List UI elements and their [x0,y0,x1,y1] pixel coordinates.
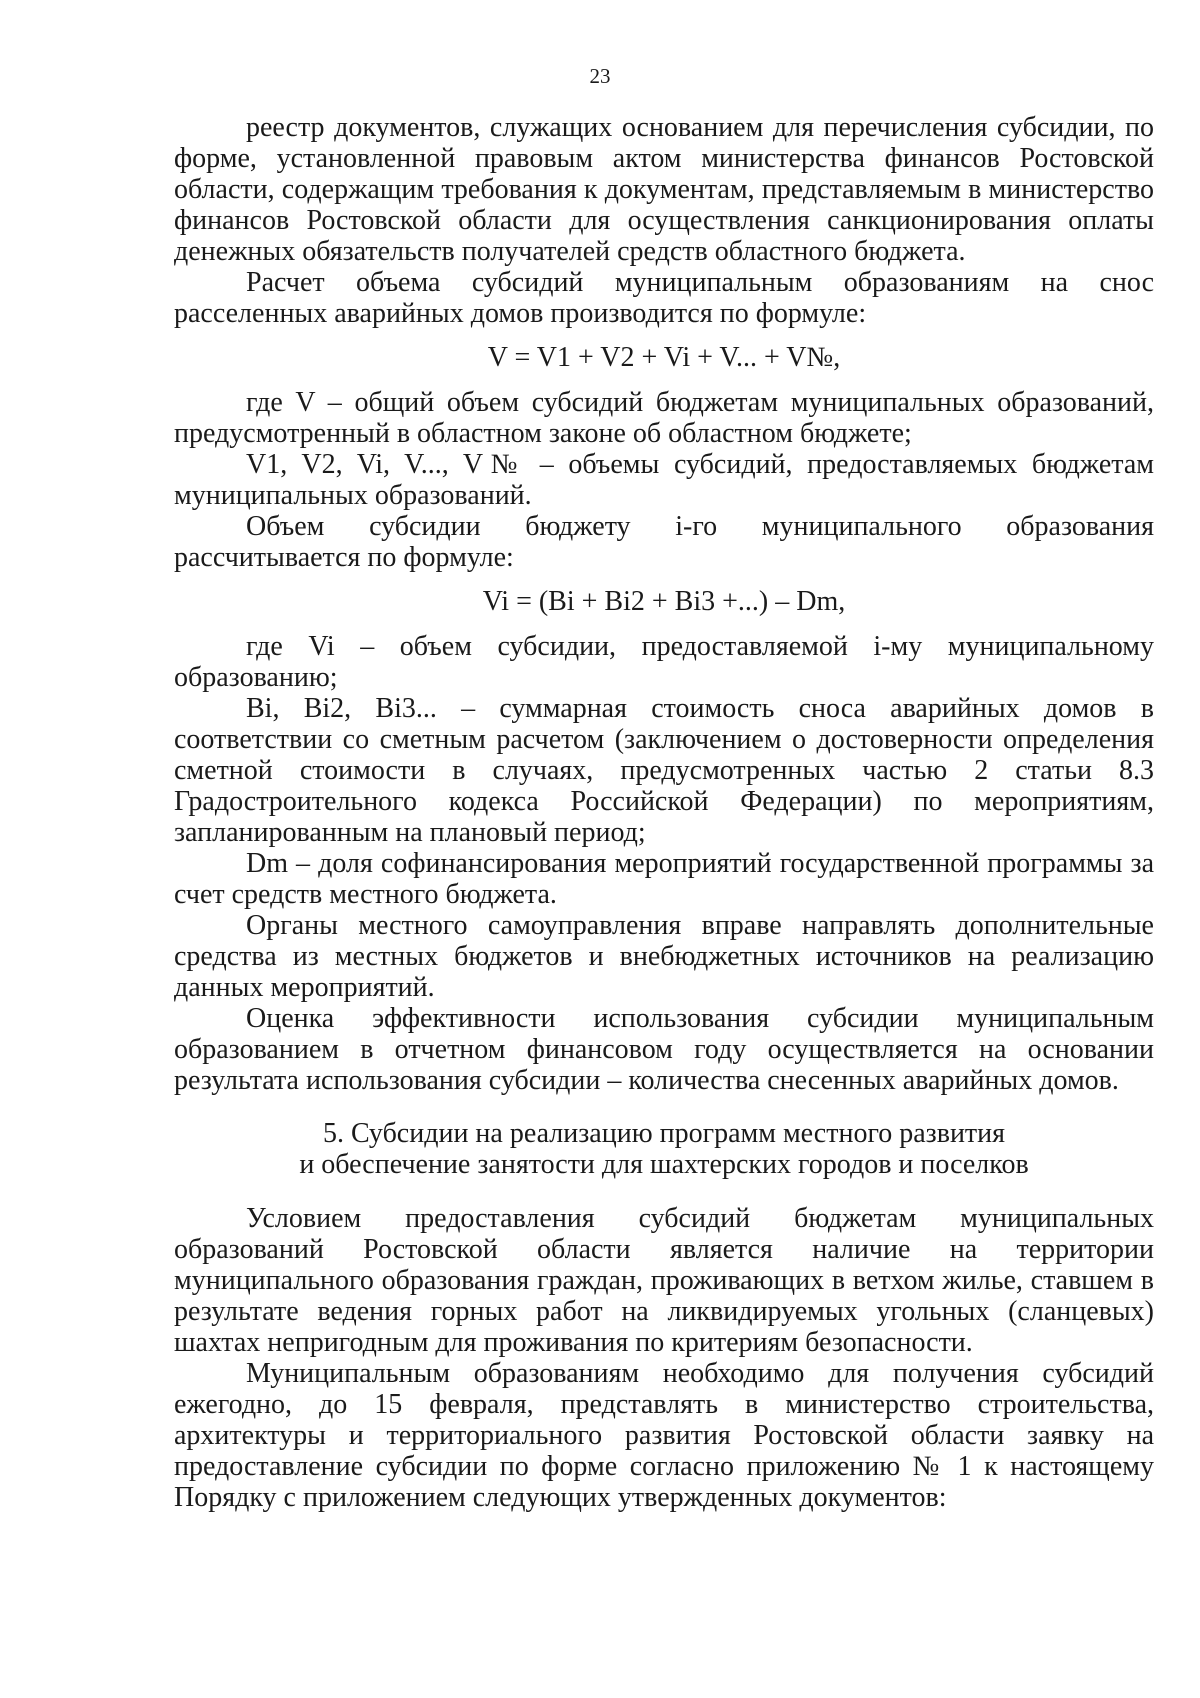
section-heading [174,1118,1154,1180]
paragraph-condition: Условием предоставления субсидий бюджетам муниципальных образований Ростовской области является наличие на территории муниципального образования граждан, проживающих в ветхом жилье, ставшем в результате ведения горных работ на ликвидируемых угольных (сланцевых) шахтах непригодным для проживания по критериям безопасности. [174,1203,1154,1358]
paragraph-efficiency: Оценка эффективности использования субсидии муниципальным образованием в отчетном финансовом году осуществляется на основании результата использования субсидии – количества снесенных аварийных домов. [174,1003,1154,1096]
paragraph-application: Муниципальным образованиям необходимо для получения субсидий ежегодно, до 15 февраля, представлять в министерство строительства, архитектуры и территориального развития Ростовской области заявку на предоставление субсидии по форме согласно приложению № 1 к настоящему Порядку с приложением следующих утвержденных документов: [174,1358,1154,1513]
document-body [174,112,1154,1513]
page-number: 23 [589,64,611,88]
paragraph-volume-intro: Объем субсидии бюджету i-го муниципального образования рассчитывается по формуле: [174,511,1154,573]
paragraph-calculation-intro: Расчет объема субсидий муниципальным образованиям на снос расселенных аварийных домов производится по формуле: [174,267,1154,329]
paragraph-definition-v: где V – общий объем субсидий бюджетам муниципальных образований, предусмотренный в областном законе об областном бюджете; [174,387,1154,449]
paragraph-definition-dm: Dm – доля софинансирования мероприятий государственной программы за счет средств местного бюджета. [174,848,1154,910]
section-heading-line-1: 5. Субсидии на реализацию программ местного развития [322,1118,1006,1149]
paragraph-definition-bi: Bi, Bi2, Bi3... – суммарная стоимость сноса аварийных домов в соответствии со сметным расчетом (заключением о достоверности определения сметной стоимости в случаях, предусмотренных частью 2 статьи 8.3 Градостроительного кодекса Российской Федерации) по мероприятиям, запланированным на плановый период; [174,693,1154,848]
formula-total-volume: V = V1 + V2 + Vi + V... + V№, [487,342,841,373]
paragraph-local-authorities: Органы местного самоуправления вправе направлять дополнительные средства из местных бюджетов и внебюджетных источников на реализацию данных мероприятий. [174,910,1154,1003]
paragraph-registry: реестр документов, служащих основанием для перечисления субсидии, по форме, установленной правовым актом министерства финансов Ростовской области, содержащим требования к документам, представляемым в министерство финансов Ростовской области для осуществления санкционирования оплаты денежных обязательств получателей средств областного бюджета. [174,112,1154,267]
paragraph-definition-vi: где Vi – объем субсидии, предоставляемой i-му муниципальному образованию; [174,631,1154,693]
formula-i-volume: Vi = (Bi + Bi2 + Bi3 +...) – Dm, [482,586,846,617]
section-heading-line-2: и обеспечение занятости для шахтерских городов и поселков [299,1149,1029,1180]
paragraph-definition-v-components: V1, V2, Vi, V..., V№ – объемы субсидий, предоставляемых бюджетам муниципальных образований. [174,449,1154,511]
